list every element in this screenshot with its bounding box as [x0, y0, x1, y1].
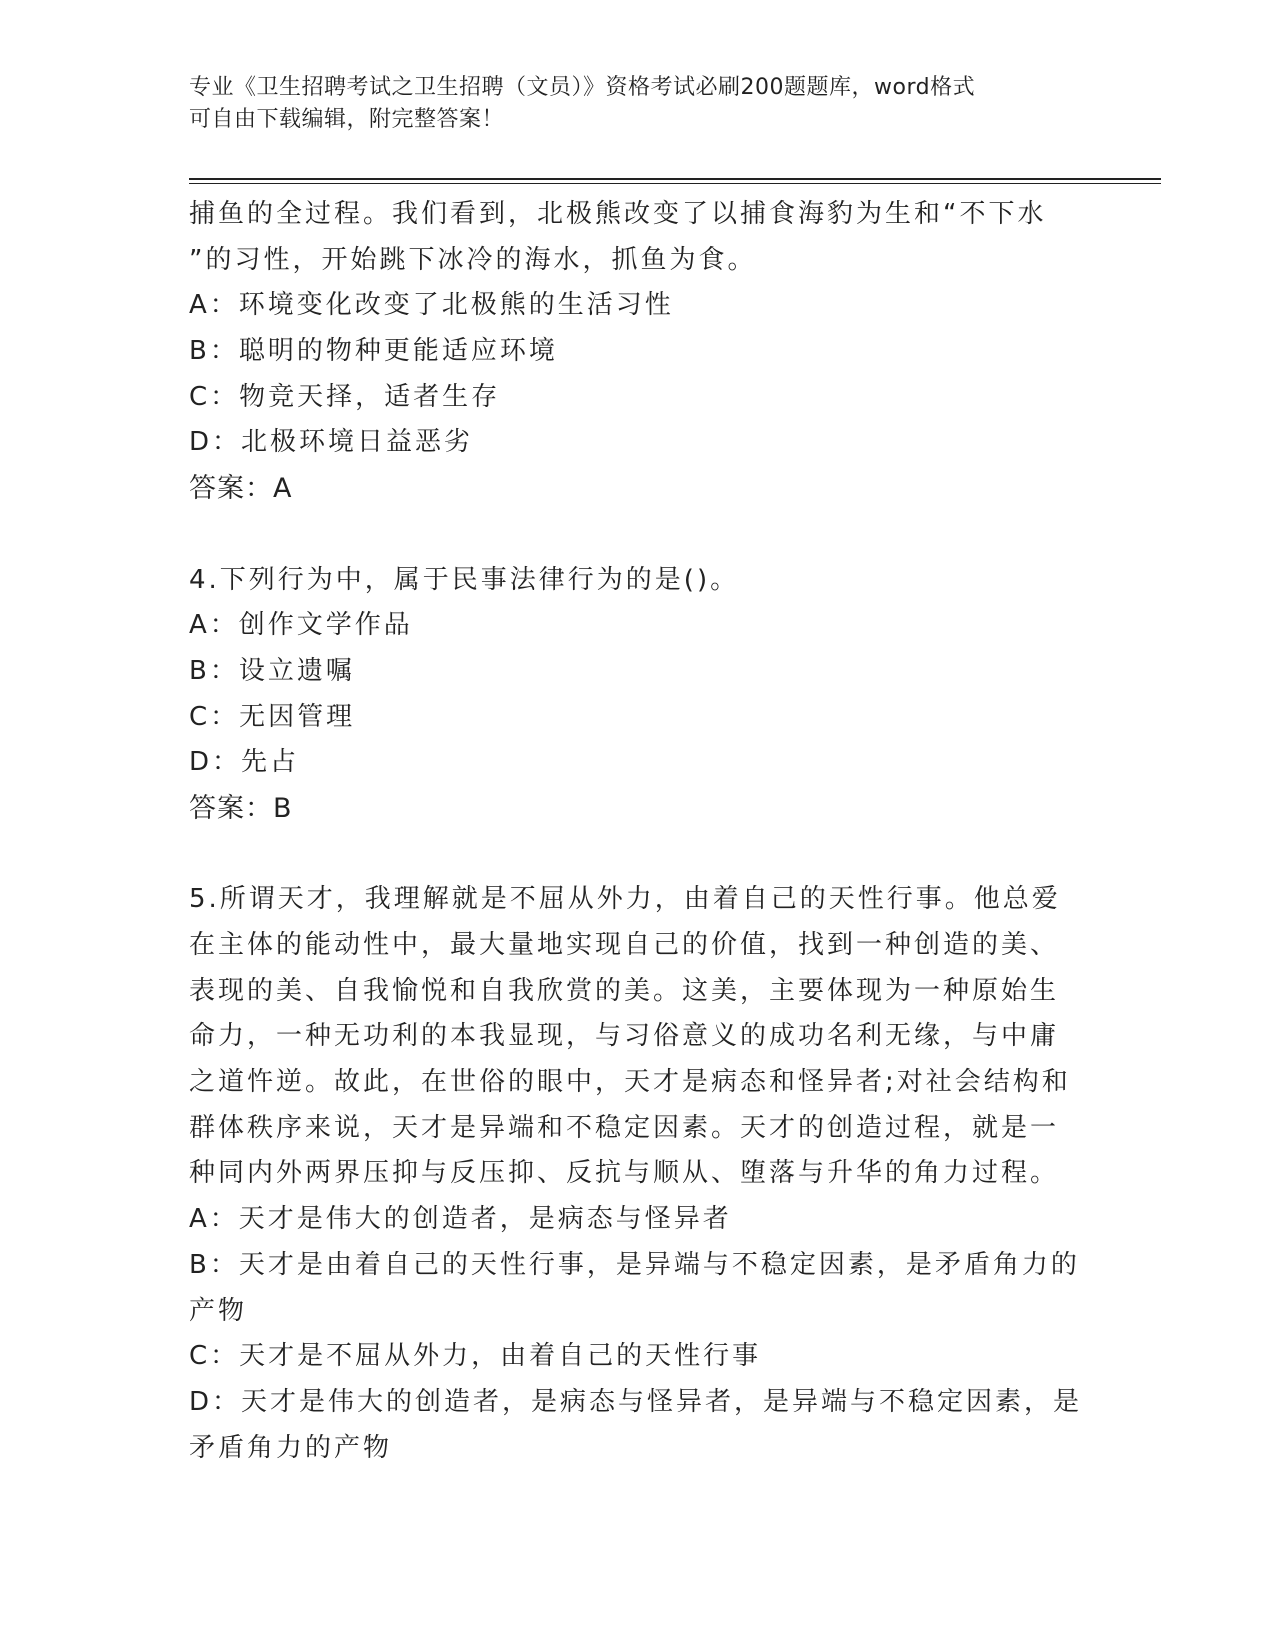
option-b: B：设立遗嘱 [189, 655, 355, 686]
question-4 [189, 558, 1089, 832]
option-b: B：天才是由着自己的天性行事，是异端与不稳定因素，是矛盾角力的 [189, 1249, 1080, 1280]
option-d-continued: 矛盾角力的产物 [189, 1432, 393, 1463]
question-stem-line: 种同内外两界压抑与反压抑、反抗与顺从、堕落与升华的角力过程。 [189, 1158, 1060, 1189]
spacer [189, 832, 1089, 878]
option-c: C：天才是不屈从外力，由着自己的天性行事 [189, 1341, 762, 1372]
header-divider-thick [189, 178, 1161, 180]
option-a: A：创作文学作品 [189, 610, 413, 641]
question-stem-line: 5.所谓天才，我理解就是不屈从外力，由着自己的天性行事。他总爱 [189, 884, 1061, 915]
option-d: D：天才是伟大的创造者，是病态与怪异者，是异端与不稳定因素，是 [189, 1386, 1083, 1417]
header-line-1: 专业《卫生招聘考试之卫生招聘（文员）》资格考试必刷200题题库，word格式 [189, 75, 976, 100]
question-3 [189, 192, 1089, 512]
question-stem-line: 表现的美、自我愉悦和自我欣赏的美。这美，主要体现为一种原始生 [189, 975, 1060, 1006]
question-stem-line: 命力，一种无功利的本我显现，与习俗意义的成功名利无缘，与中庸 [189, 1021, 1060, 1052]
spacer [189, 512, 1089, 558]
option-d: D：先占 [189, 747, 300, 778]
option-d: D：北极环境日益恶劣 [189, 427, 474, 458]
option-b-continued: 产物 [189, 1295, 248, 1326]
option-a: A：天才是伟大的创造者，是病态与怪异者 [189, 1204, 732, 1235]
question-stem-line: 群体秩序来说，天才是异端和不稳定因素。天才的创造过程，就是一 [189, 1112, 1060, 1143]
option-b: B：聪明的物种更能适应环境 [189, 336, 558, 367]
question-content [189, 192, 1089, 1471]
document-header [189, 72, 1089, 136]
question-stem-line: 之道忤逆。故此，在世俗的眼中，天才是病态和怪异者;对社会结构和 [189, 1067, 1071, 1098]
question-stem-line: ”的习性，开始跳下冰冷的海水，抓鱼为食。 [189, 244, 757, 275]
question-stem-line: 在主体的能动性中，最大量地实现自己的价值，找到一种创造的美、 [189, 930, 1060, 960]
header-line-2: 可自由下载编辑，附完整答案！ [189, 107, 505, 132]
question-stem-line: 捕鱼的全过程。我们看到，北极熊改变了以捕食海豹为生和“不下水 [189, 199, 1047, 229]
option-a: A：环境变化改变了北极熊的生活习性 [189, 290, 674, 321]
option-c: C：无因管理 [189, 701, 356, 732]
question-5 [189, 877, 1089, 1471]
option-c: C：物竞天择，适者生存 [189, 381, 501, 412]
question-stem-line: 4.下列行为中，属于民事法律行为的是()。 [189, 564, 740, 595]
header-divider-thin [189, 183, 1161, 184]
answer: 答案：B [189, 792, 293, 824]
answer: 答案：A [189, 473, 293, 505]
